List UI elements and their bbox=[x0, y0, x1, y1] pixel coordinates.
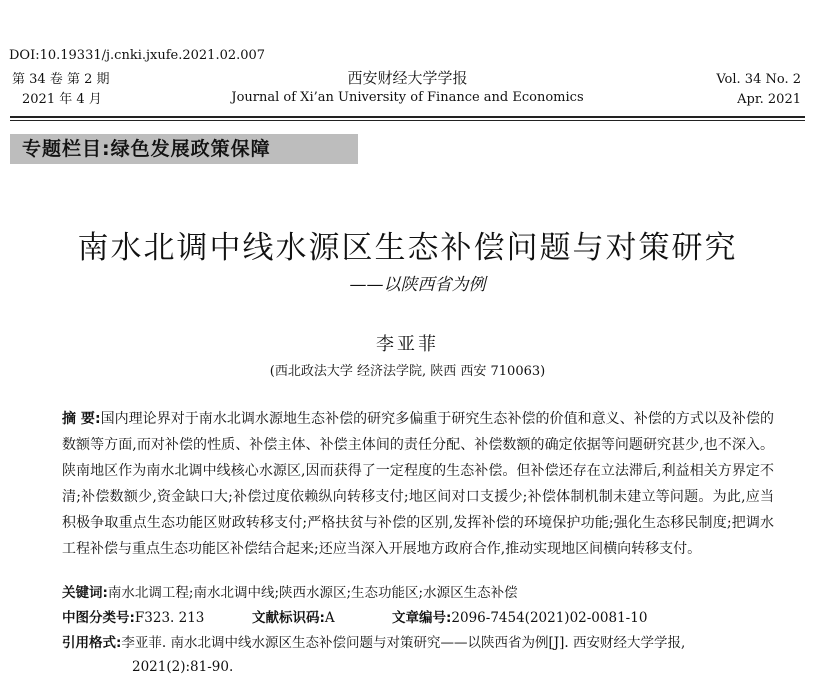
volume-issue-en bbox=[716, 70, 801, 110]
citation-line-1: 李亚菲. 南水北调中线水源区生态补偿问题与对策研究——以陕西省为例[J]. 西安财经大学学报, bbox=[121, 635, 686, 651]
classification-line bbox=[62, 607, 782, 629]
volume-cn: 第 34 卷 第 2 期 bbox=[12, 72, 110, 87]
keywords-text: 南水北调工程;南水北调中线;陕西水源区;生态功能区;水源区生态补偿 bbox=[107, 585, 518, 601]
clc-value: F323. 213 bbox=[134, 610, 205, 626]
doc-label: 文献标识码: bbox=[252, 610, 325, 626]
author-name: 李亚菲 bbox=[376, 334, 439, 355]
date-en: Apr. 2021 bbox=[737, 92, 801, 107]
citation-line-2: 2021(2):81-90. bbox=[132, 659, 234, 675]
article-number-value: 2096-7454(2021)02-0081-10 bbox=[451, 610, 648, 626]
header-rule-thick bbox=[10, 116, 805, 118]
doc-value: A bbox=[324, 610, 335, 626]
doc-code bbox=[252, 607, 392, 629]
header-rule-thin bbox=[10, 120, 805, 121]
article-title: 南水北调中线水源区生态补偿问题与对策研究 bbox=[77, 230, 738, 266]
keywords bbox=[62, 582, 782, 604]
abstract bbox=[62, 406, 774, 562]
keywords-label: 关键词: bbox=[62, 585, 108, 601]
author-affiliation: (西北政法大学 经济法学院, 陕西 西安 710063) bbox=[269, 364, 546, 379]
volume-en: Vol. 34 No. 2 bbox=[716, 72, 801, 87]
journal-name-en: Journal of Xi’an University of Finance and Economics bbox=[231, 90, 584, 105]
column-banner: 专题栏目:绿色发展政策保障 bbox=[10, 134, 358, 164]
date-cn: 2021 年 4 月 bbox=[22, 92, 102, 107]
citation bbox=[62, 631, 782, 679]
citation-label: 引用格式: bbox=[62, 635, 122, 651]
abstract-label: 摘 要: bbox=[62, 411, 101, 427]
journal-name bbox=[0, 68, 815, 108]
clc-code bbox=[62, 607, 252, 629]
article-number-label: 文章编号: bbox=[392, 610, 452, 626]
abstract-text: 国内理论界对于南水北调水源地生态补偿的研究多偏重于研究生态补偿的价值和意义、补偿的方式以及补偿的数额等方面,而对补偿的性质、补偿主体、补偿主体间的责任分配、补偿数额的确定依据等问题研究甚少,也不深入。陕南地区作为南水北调中线核心水源区,因而获得了一定程度的生态补偿。但补偿还存在立法滞后,利益相关方界定不清;补偿数额少,资金缺口大;补偿过度依赖纵向转移支付;地区间对口支援少;补偿体制机制未建立等问题。为此,应当积极争取重点生态功能区财政转移支付;严格扶贫与补偿的区别,发挥补偿的环境保护功能;强化生态移民制度;把调水工程补偿与重点生态功能区补偿结合起来;还应当深入开展地方政府合作,推动实现地区间横向转移支付。 bbox=[62, 411, 774, 557]
doi: DOI:10.19331/j.cnki.jxufe.2021.02.007 bbox=[9, 48, 266, 63]
journal-name-cn: 西安财经大学学报 bbox=[347, 69, 468, 87]
clc-label: 中图分类号: bbox=[62, 610, 135, 626]
article-subtitle: ——以陕西省为例 bbox=[349, 275, 486, 295]
article-number bbox=[392, 607, 647, 629]
